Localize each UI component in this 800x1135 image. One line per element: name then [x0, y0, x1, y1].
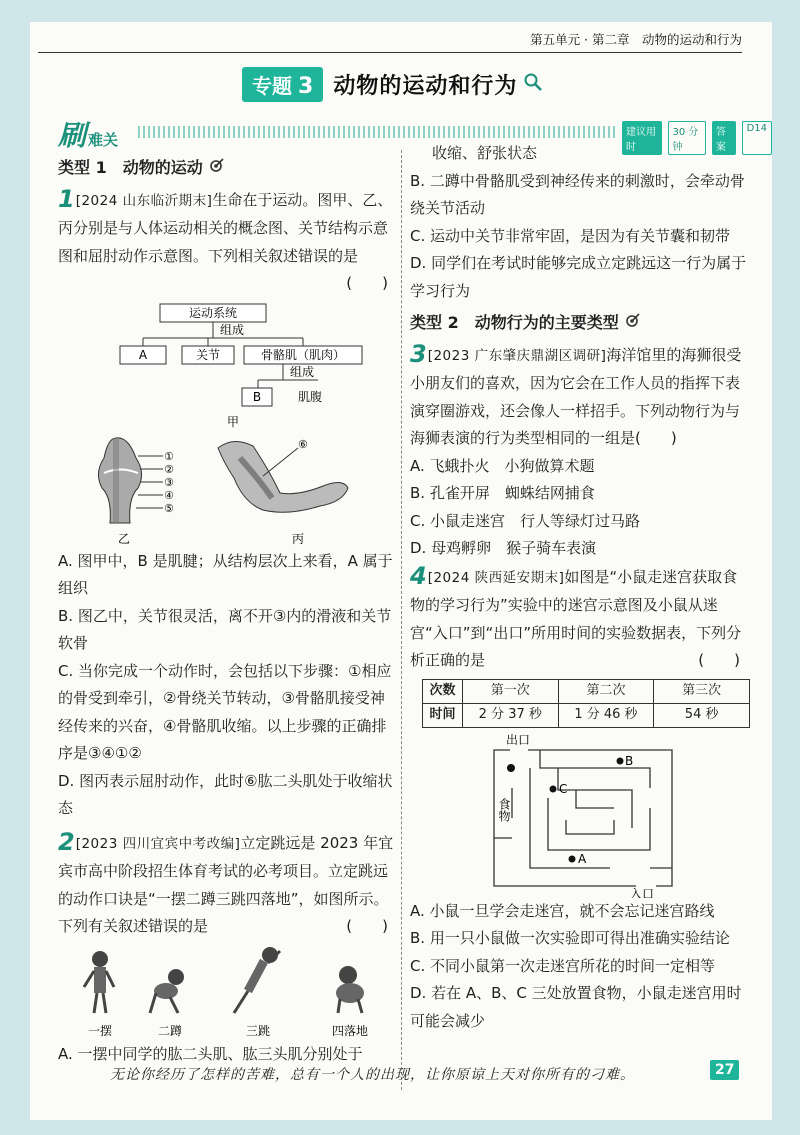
q4-option-a[interactable]: A. 小鼠一旦学会走迷宫，就不会忘记迷宫路线	[410, 901, 715, 920]
banner-big: 刷	[58, 119, 87, 152]
svg-text:组成: 组成	[220, 322, 245, 337]
jump-pose-1	[84, 951, 114, 1013]
q1-option-b[interactable]: B. 图乙中，关节很灵活，离不开③内的滑液和关节软骨	[58, 606, 392, 652]
jump-pose-3	[234, 947, 280, 1013]
table-header-time: 时间	[423, 703, 463, 727]
topic-name: 动物的运动和行为	[333, 73, 518, 99]
maze-point-b: B	[625, 753, 634, 768]
page-number: 27	[710, 1060, 739, 1080]
table-header-count: 次数	[423, 679, 463, 703]
section-banner	[58, 114, 118, 154]
q2-figure	[58, 941, 398, 1041]
target-icon	[209, 154, 225, 182]
q4-option-d[interactable]: D. 若在 A、B、C 三处放置食物，小鼠走迷宫用时可能会减少	[410, 984, 742, 1030]
q2-option-a-end[interactable]: 收缩、舒张状态	[432, 144, 538, 162]
table-time-1: 2 分 37 秒	[462, 703, 558, 727]
table-col-1: 第一次	[462, 679, 558, 703]
maze-exit-label: 出口	[506, 732, 531, 747]
question-4	[410, 563, 750, 675]
svg-text:关节: 关节	[195, 347, 221, 362]
table-col-2: 第二次	[558, 679, 654, 703]
question-2	[58, 829, 398, 941]
q1-option-a[interactable]: A. 图甲中，B 是肌腱；从结构层次上来看，A 属于组织	[58, 551, 393, 597]
svg-text:食物: 食物	[497, 797, 511, 822]
question-3	[410, 341, 750, 453]
table-time-3: 54 秒	[654, 703, 750, 727]
header-rule	[38, 52, 742, 53]
svg-text:②: ②	[164, 462, 174, 476]
q2-option-c[interactable]: C. 运动中关节非常牢固，是因为有关节囊和韧带	[410, 226, 731, 245]
table-time-2: 1 分 46 秒	[558, 703, 654, 727]
q1-stem: 生命在于运动。图甲、乙、丙分别是与人体运动相关的概念图、关节结构示意图和屈肘动作示意图。下列相关叙述错误的是	[58, 190, 393, 265]
time-value: 30 分钟	[668, 121, 706, 155]
food-dot	[507, 764, 515, 772]
jump-pose-4	[336, 966, 364, 1013]
q2-option-b[interactable]: B. 二蹲中骨骼肌受到神经传来的刺激时，会牵动骨绕关节活动	[410, 171, 745, 217]
q2-number: 2	[58, 827, 75, 856]
banner-stripes	[138, 126, 618, 138]
q3-option-d[interactable]: D. 母鸡孵卵 猴子骑车表演	[410, 539, 597, 557]
q4-data-table	[422, 679, 750, 728]
question-1	[58, 184, 398, 292]
q3-option-b[interactable]: B. 孔雀开屏 蜘蛛结网捕食	[410, 484, 595, 502]
q4-stem: 如图是“小鼠走迷宫获取食物的学习行为”实验中的迷宫示意图及小鼠从迷宫“入口”到“出口”所用时间的实验数据表，下列分析正确的是	[410, 567, 742, 669]
svg-text:四落地: 四落地	[331, 1023, 369, 1038]
left-column	[58, 154, 398, 1068]
page	[30, 22, 772, 1120]
q4-number: 4	[410, 561, 427, 590]
svg-text:肌腹: 肌腹	[298, 389, 323, 404]
q3-number: 3	[410, 339, 427, 368]
q1-option-d[interactable]: D. 图丙表示屈肘动作，此时⑥肱二头肌处于收缩状态	[58, 771, 393, 817]
q4-option-b[interactable]: B. 用一只小鼠做一次实验即可得出准确实验结论	[410, 929, 730, 947]
q2-source: [2023 四川宜宾中考改编]	[75, 835, 241, 852]
footer	[30, 1058, 772, 1098]
q3-stem: 海洋馆里的海狮很受小朋友们的喜欢，因为它会在工作人员的指挥下表演穿圈游戏，还会像人一样招手。下列动物行为与海狮表演的行为类型相同的一组是	[410, 345, 742, 447]
header-chapter: 第五单元 · 第二章 动物的运动和行为	[524, 30, 742, 48]
maze-diagram	[410, 728, 750, 898]
topic-badge: 专题 3	[242, 67, 323, 102]
svg-text:一摆: 一摆	[87, 1023, 113, 1038]
arm-diagram	[218, 438, 348, 512]
maze-point-c: C	[559, 781, 568, 796]
magnifier-icon	[523, 72, 543, 96]
right-column	[410, 140, 750, 1035]
svg-text:B: B	[252, 389, 262, 404]
svg-text:丙: 丙	[291, 531, 305, 546]
maze-point-a: A	[578, 851, 587, 866]
q2-option-d[interactable]: D. 同学们在考试时能够完成立定跳远这一行为属于学习行为	[410, 254, 747, 300]
maze-entry-label: 入口	[630, 886, 655, 898]
q3-source: [2023 广东肇庆鼎湖区调研]	[427, 347, 607, 364]
footer-motto: 无论你经历了怎样的苦难，总有一个人的出现，让你原谅上天对你所有的刁难。	[110, 1067, 635, 1083]
svg-text:③: ③	[164, 475, 174, 489]
section-2-title: 类型 2 动物行为的主要类型	[410, 309, 750, 337]
section-1-title: 类型 1 动物的运动	[58, 154, 398, 182]
q3-answer-paren: ( )	[635, 429, 677, 447]
q2-answer-paren: ( )	[346, 917, 388, 935]
svg-text:二蹲: 二蹲	[157, 1023, 183, 1038]
answer-label: 答案	[712, 121, 736, 155]
svg-text:④: ④	[164, 488, 174, 502]
q2-stem: 立定跳远是 2023 年宜宾市高中阶段招生体育考试的必考项目。立定跳远的动作口诀是“一摆二蹲三跳四落地”，如图所示。下列有关叙述错误的是	[58, 833, 394, 935]
q4-option-c[interactable]: C. 不同小鼠第一次走迷宫所花的时间一定相等	[410, 956, 716, 975]
jump-pose-2	[150, 969, 184, 1013]
q3-option-c[interactable]: C. 小鼠走迷宫 行人等绿灯过马路	[410, 511, 641, 530]
q1-source: [2024 山东临沂期末]	[75, 192, 213, 209]
q1-answer-paren: ( )	[346, 274, 388, 292]
svg-text:⑥: ⑥	[298, 437, 308, 451]
time-label: 建议用时	[622, 121, 662, 155]
column-divider	[401, 150, 402, 1090]
q2-option-a-start[interactable]: A. 一摆中同学的肱二头肌、肱三头肌分别处于	[58, 1044, 363, 1063]
q4-source: [2024 陕西延安期末]	[427, 569, 565, 586]
target-icon	[625, 309, 641, 337]
svg-text:组成: 组成	[290, 364, 315, 379]
q4-answer-paren: ( )	[698, 651, 740, 669]
svg-text:甲: 甲	[226, 414, 240, 429]
fig-motion-system: 运动系统	[188, 305, 238, 320]
svg-text:骨骼肌（肌肉）: 骨骼肌（肌肉）	[260, 347, 346, 362]
q1-figure	[58, 298, 398, 548]
table-col-3: 第三次	[654, 679, 750, 703]
q1-number: 1	[58, 184, 75, 213]
q3-option-a[interactable]: A. 飞蛾扑火 小狗做算术题	[410, 456, 595, 475]
topic-title	[242, 67, 543, 101]
joint-diagram	[98, 437, 141, 522]
answer-value: D14	[742, 121, 772, 155]
svg-text:①: ①	[164, 449, 174, 463]
svg-text:A: A	[138, 347, 148, 362]
svg-text:⑤: ⑤	[164, 501, 174, 515]
svg-text:乙: 乙	[117, 531, 131, 546]
banner-small: 难关	[88, 131, 119, 149]
svg-text:三跳: 三跳	[245, 1023, 271, 1038]
q1-option-c[interactable]: C. 当你完成一个动作时，会包括以下步骤：①相应的骨受到牵引，②骨绕关节转动，③骨骼肌接受神经传来的兴奋，④骨骼肌收缩。以上步骤的正确排序是③④①②	[58, 661, 392, 762]
